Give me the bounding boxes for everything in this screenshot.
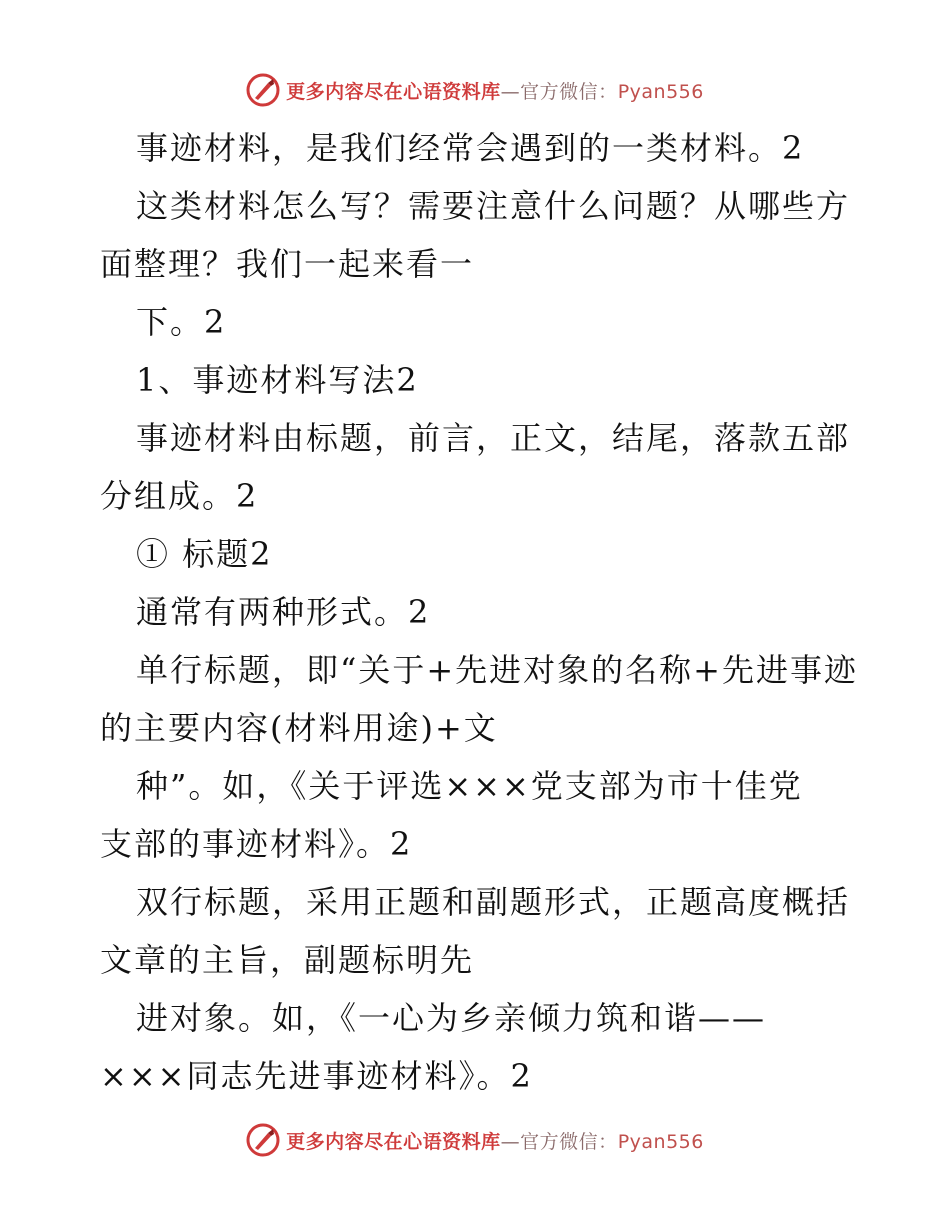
subsection-heading: ① 标题2 <box>136 535 273 573</box>
watermark-id: Pyan556 <box>617 80 704 103</box>
watermark-main: 更多内容尽在心语资料库 <box>286 80 501 103</box>
watermark-text <box>286 77 704 104</box>
paragraph-line: 通常有两种形式。2 <box>136 593 431 631</box>
watermark-dash: — <box>500 1130 521 1153</box>
paragraph-line: 文章的主旨，副题标明先 <box>100 941 475 979</box>
paragraph-line: 下。2 <box>136 303 227 341</box>
paragraph-line: 事迹材料，是我们经常会遇到的一类材料。2 <box>136 129 805 167</box>
paragraph-line: 支部的事迹材料》。2 <box>100 825 413 863</box>
watermark-banner-top <box>0 70 950 110</box>
watermark-dash: — <box>500 80 521 103</box>
paragraph-line: 面整理？我们一起来看一 <box>100 245 475 283</box>
paragraph-line: 事迹材料由标题，前言，正文，结尾，落款五部 <box>136 419 851 457</box>
paragraph-line: 分组成。2 <box>100 477 259 515</box>
watermark-main: 更多内容尽在心语资料库 <box>286 1130 501 1153</box>
pen-nib-logo-icon <box>246 1123 280 1157</box>
watermark-label: 官方微信： <box>520 80 618 103</box>
watermark-banner-bottom <box>0 1120 950 1160</box>
watermark-text <box>286 1127 704 1154</box>
paragraph-line: 的主要内容(材料用途)+文 <box>100 709 498 747</box>
paragraph-line: 种”。如，《关于评选×××党支部为市十佳党 <box>136 767 803 805</box>
paragraph-line: ×××同志先进事迹材料》。2 <box>100 1057 533 1095</box>
paragraph-line: 进对象。如，《一心为乡亲倾力筑和谐—— <box>136 999 767 1037</box>
paragraph-line: 单行标题，即“关于+先进对象的名称+先进事迹 <box>136 651 858 689</box>
paragraph-line: 双行标题，采用正题和副题形式，正题高度概括 <box>136 883 851 921</box>
watermark-id: Pyan556 <box>617 1130 704 1153</box>
watermark-label: 官方微信： <box>520 1130 618 1153</box>
section-heading: 1、事迹材料写法2 <box>136 361 419 399</box>
pen-nib-logo-icon <box>246 73 280 107</box>
paragraph-line: 这类材料怎么写？需要注意什么问题？从哪些方 <box>136 187 851 225</box>
